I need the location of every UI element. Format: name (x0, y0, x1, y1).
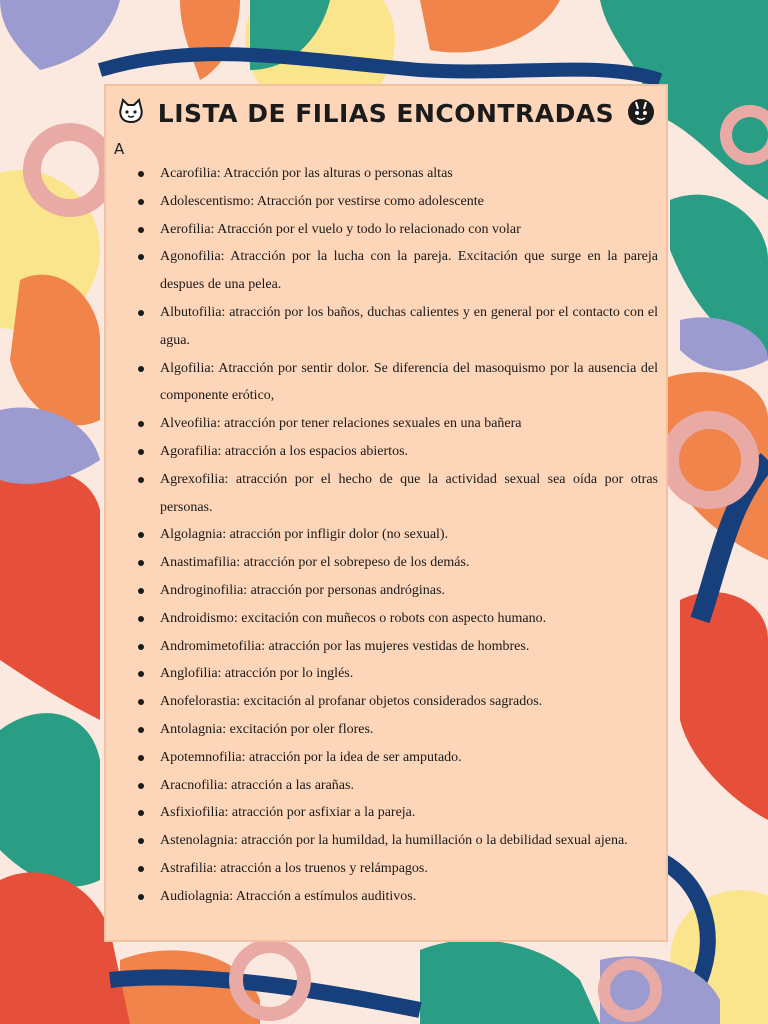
page-title (106, 98, 666, 128)
orange-leaf-shape (10, 275, 100, 426)
list-item: Albutofilia: atracción por los baños, duchas calientes y en general por el contacto con el agua. (138, 299, 658, 355)
red-leaf-shape (680, 592, 768, 820)
list-item: Audiolagnia: Atracción a estímulos auditivos. (138, 883, 658, 911)
filias-list-card (104, 84, 668, 942)
list-item: Algofilia: Atracción por sentir dolor. Se diferencia del masoquismo por la ausencia del componente erótico, (138, 355, 658, 411)
section-letter: A (114, 140, 125, 158)
list-item: Agrexofilia: atracción por el hecho de que la actividad sexual sea oída por otras personas. (138, 466, 658, 522)
list-item: Anofelorastia: excitación al profanar objetos considerados sagrados. (138, 688, 658, 716)
lavender-leaf-shape (0, 0, 120, 70)
list-item: Adolescentismo: Atracción por vestirse como adolescente (138, 188, 658, 216)
list-item: Aracnofilia: atracción a las arañas. (138, 772, 658, 800)
cat-face-icon (117, 98, 145, 126)
orange-leaf-shape (180, 0, 240, 80)
bunny-face-icon (627, 98, 655, 126)
list-item: Astrafilia: atracción a los truenos y relámpagos. (138, 855, 658, 883)
list-item: Androginofilia: atracción por personas andróginas. (138, 577, 658, 605)
orange-leaf-shape (420, 0, 560, 53)
page-title-text: LISTA DE FILIAS ENCONTRADAS (157, 99, 615, 128)
list-item: Agorafilia: atracción a los espacios abiertos. (138, 438, 658, 466)
list-item: Alveofilia: atracción por tener relaciones sexuales en una bañera (138, 410, 658, 438)
teal-leaf-shape (0, 713, 100, 886)
list-item: Acarofilia: Atracción por las alturas o personas altas (138, 160, 658, 188)
list-item: Asfixiofilia: atracción por asfixiar a la pareja. (138, 799, 658, 827)
list-item: Algolagnia: atracción por infligir dolor (no sexual). (138, 521, 658, 549)
list-item: Apotemnofilia: atracción por la idea de ser amputado. (138, 744, 658, 772)
list-item: Andromimetofilia: atracción por las mujeres vestidas de hombres. (138, 633, 658, 661)
teal-leaf-shape (420, 940, 600, 1024)
list-item: Antolagnia: excitación por oler flores. (138, 716, 658, 744)
list-item: Anastimafilia: atracción por el sobrepeso de los demás. (138, 549, 658, 577)
list-item: Anglofilia: atracción por lo inglés. (138, 660, 658, 688)
list-item: Astenolagnia: atracción por la humildad, la humillación o la debilidad sexual ajena. (138, 827, 658, 855)
red-leaf-shape (0, 470, 100, 720)
list-item: Androidismo: excitación con muñecos o robots con aspecto humano. (138, 605, 658, 633)
list-item: Aerofilia: Atracción por el vuelo y todo lo relacionado con volar (138, 216, 658, 244)
list-item: Agonofilia: Atracción por la lucha con la pareja. Excitación que surge en la pareja despues de una pelea. (138, 243, 658, 299)
filias-list (138, 160, 658, 911)
